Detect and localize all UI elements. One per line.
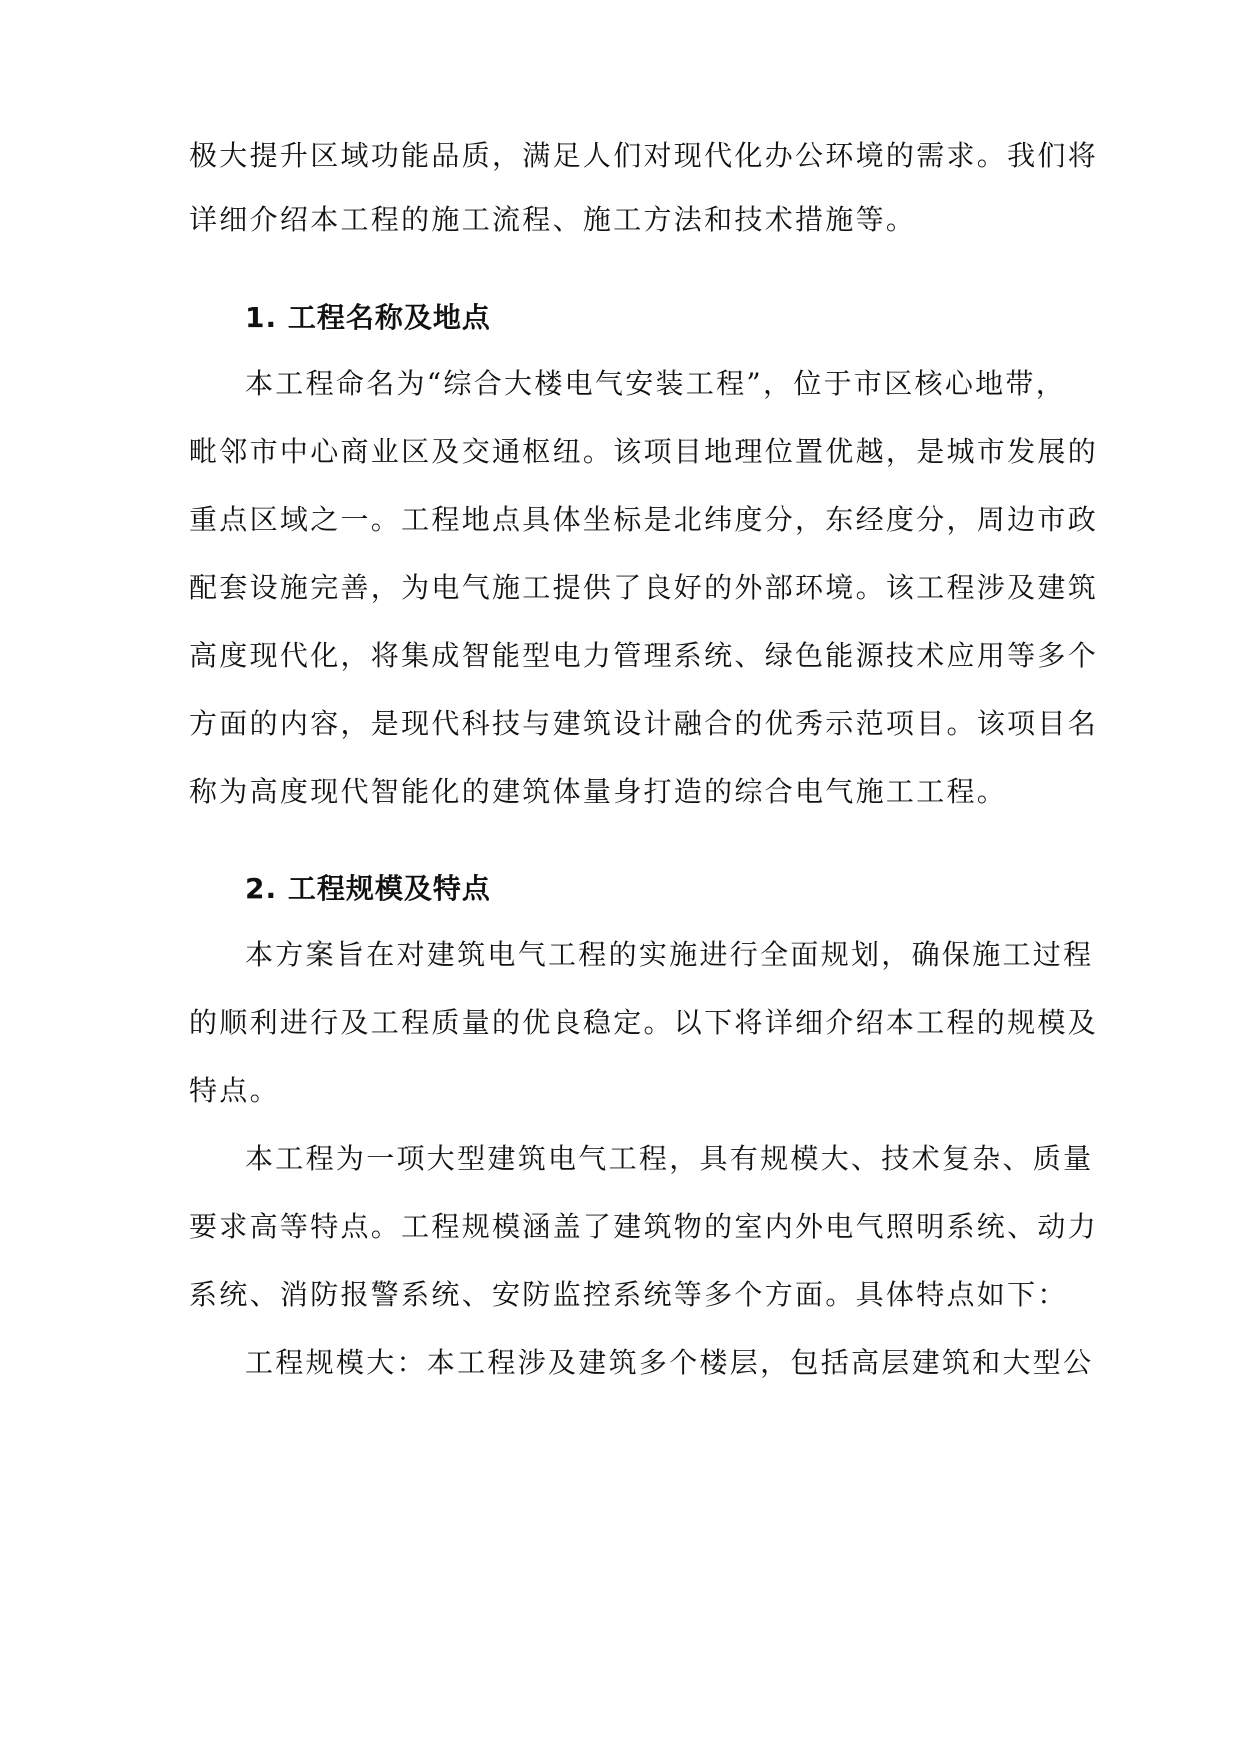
section-2-paragraph-line: 的顺利进行及工程质量的优良稳定。以下将详细介绍本工程的规模及 [189, 1006, 1099, 1039]
section-1-paragraph-line: 毗邻市中心商业区及交通枢纽。该项目地理位置优越，是城市发展的 [189, 435, 1099, 468]
section-2-paragraph-line: 工程规模大：本工程涉及建筑多个楼层，包括高层建筑和大型公 [245, 1346, 1094, 1379]
section-2-paragraph-line: 特点。 [189, 1074, 280, 1107]
section-1-paragraph-line: 配套设施完善，为电气施工提供了良好的外部环境。该工程涉及建筑 [189, 571, 1099, 604]
section-1-paragraph-line: 高度现代化，将集成智能型电力管理系统、绿色能源技术应用等多个 [189, 639, 1099, 672]
section-2-paragraph-line: 本工程为一项大型建筑电气工程，具有规模大、技术复杂、质量 [245, 1142, 1094, 1175]
section-2-paragraph-line: 要求高等特点。工程规模涵盖了建筑物的室内外电气照明系统、动力 [189, 1210, 1099, 1243]
section-2-paragraph-line: 系统、消防报警系统、安防监控系统等多个方面。具体特点如下： [189, 1278, 1068, 1311]
section-1-heading: 1. 工程名称及地点 [245, 301, 491, 334]
section-1-paragraph-line: 重点区域之一。工程地点具体坐标是北纬度分，东经度分，周边市政 [189, 503, 1099, 536]
intro-line-1: 极大提升区域功能品质，满足人们对现代化办公环境的需求。我们将 [189, 139, 1099, 172]
section-1-paragraph-line: 称为高度现代智能化的建筑体量身打造的综合电气施工工程。 [189, 775, 1008, 808]
section-2-heading: 2. 工程规模及特点 [245, 872, 491, 905]
section-2-paragraph-line: 本方案旨在对建筑电气工程的实施进行全面规划，确保施工过程 [245, 938, 1094, 971]
intro-line-2: 详细介绍本工程的施工流程、施工方法和技术措施等。 [189, 203, 917, 236]
section-1-paragraph-line: 方面的内容，是现代科技与建筑设计融合的优秀示范项目。该项目名 [189, 707, 1099, 740]
section-1-paragraph-line: 本工程命名为“综合大楼电气安装工程”，位于市区核心地带， [245, 367, 1067, 400]
